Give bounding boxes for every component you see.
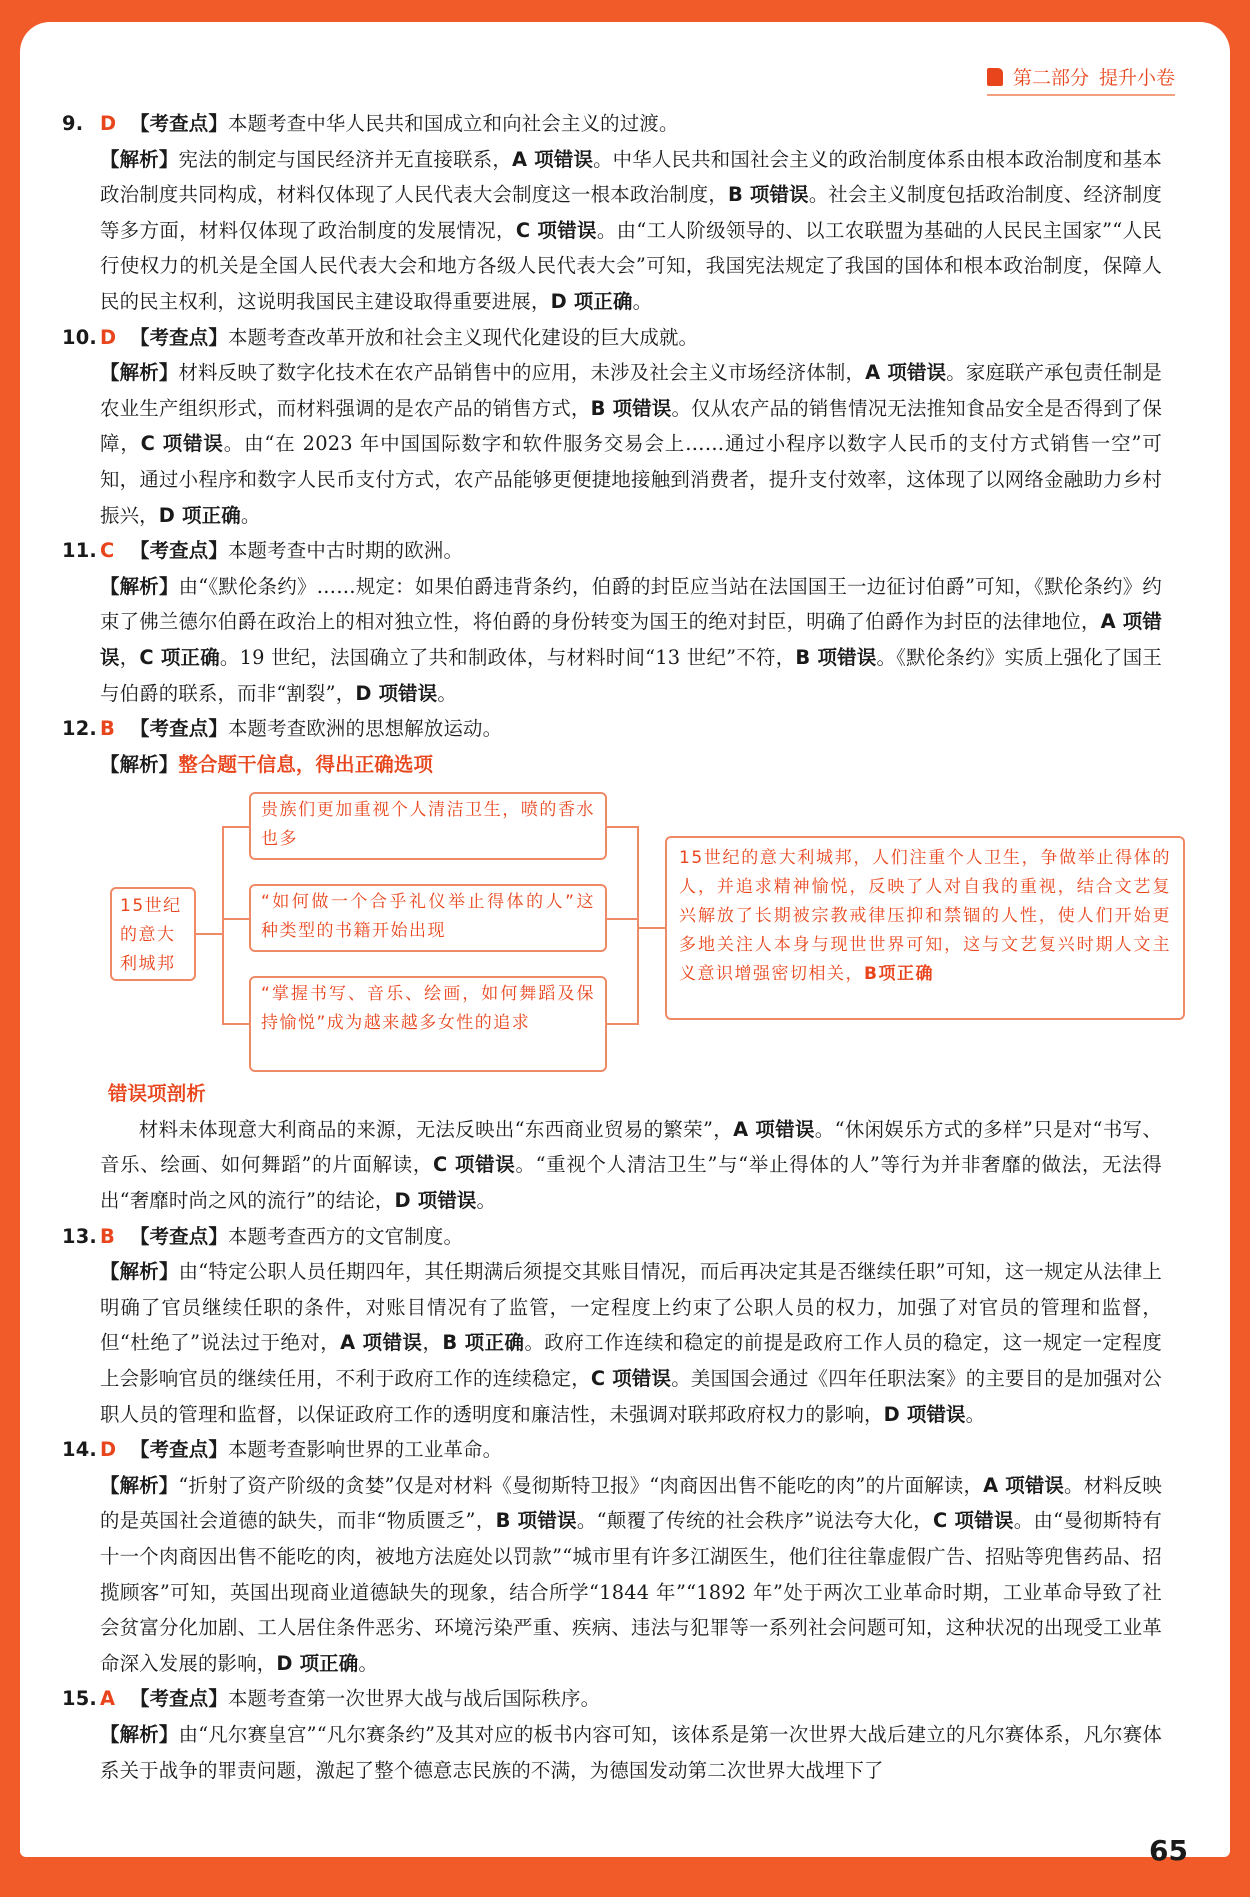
analysis-heading — [100, 747, 1162, 783]
analysis-text: 由“《默伦条约》……规定：如果伯爵违背条约，伯爵的封臣应当站在法国国王一边征讨伯爵”可知，《默伦条约》约束了佛兰德尔伯爵在政治上的相对独立性，将伯爵的身份转变为国王的绝对封臣，明确了伯爵作为封臣的法律地位， — [100, 574, 1162, 634]
analysis-text: 。仅从农产品的销售情况无法推知食品安全是否得到了保障， — [100, 396, 1163, 456]
answer-letter: B — [100, 1224, 115, 1248]
question-number: 10. — [62, 325, 97, 349]
verdict: B 项错误 — [590, 396, 672, 420]
analysis-text: 。社会主义制度包括政治制度、经济制度等多方面，材料仅体现了政治制度的发展情况， — [100, 183, 1163, 242]
point-text: 本题考查影响世界的工业革命。 — [227, 1438, 503, 1462]
analysis-text: 。材料反映的是英国社会道德的缺失，而非“物质匮乏”， — [100, 1473, 1162, 1533]
section-title: 第二部分 — [1012, 67, 1089, 89]
verdict: A 项错误 — [512, 147, 594, 171]
analysis-label: 【解析】 — [100, 1260, 179, 1284]
analysis — [100, 1717, 1162, 1788]
answer-letter: D — [100, 1438, 117, 1462]
book-icon — [987, 68, 1003, 86]
verdict: C 项错误 — [433, 1153, 516, 1177]
reasoning-diagram — [100, 782, 1171, 1034]
answer-content — [62, 106, 1171, 1788]
analysis-text: 材料反映了数字化技术在农产品销售中的应用，未涉及社会主义市场经济体制， — [178, 361, 866, 385]
verdict: A 项错误 — [983, 1473, 1065, 1497]
question-number: 11. — [62, 539, 97, 563]
diagram-evidence-1: 贵族们更加重视个人清洁卫生，喷的香水也多 — [249, 792, 607, 860]
analysis — [100, 1468, 1162, 1682]
analysis-text: 由“凡尔赛皇宫”“凡尔赛条约”及其对应的板书内容可知，该体系是第一次世界大战后建立的凡尔赛体系，凡尔赛体系关于战争的罪责问题，激起了整个德意志民族的不满，为德国发动第二次世界大战埋下了 — [100, 1722, 1162, 1782]
analysis-text: 。政府工作连续和稳定的前提是政府工作人员的稳定，这一规定一定程度上会影响官员的继续任用，不利于政府工作的连续稳定， — [100, 1331, 1162, 1391]
verdict: D 项错误 — [883, 1402, 966, 1426]
diagram-evidence-3: “掌握书写、音乐、绘画，如何舞蹈及保持愉悦”成为越来越多女性的追求 — [249, 976, 607, 1072]
section-header — [987, 63, 1175, 96]
analysis-text: 。美国国会通过《四年任职法案》的主要目的是加强对公职人员的管理和监督，以保证政府工作的透明度和廉洁性，未强调对联邦政府权力的影响， — [100, 1367, 1162, 1426]
subsection-title: 提升小卷 — [1098, 67, 1175, 89]
analysis — [100, 142, 1162, 320]
analysis-label: 【解析】 — [100, 147, 179, 171]
verdict: D 项正确 — [276, 1651, 359, 1675]
question-number: 9. — [62, 112, 84, 135]
analysis-label: 【解析】 — [100, 574, 179, 598]
question-15 — [62, 1681, 1162, 1788]
verdict: B 项错误 — [495, 1509, 577, 1533]
question-10 — [62, 320, 1162, 534]
analysis — [100, 1254, 1162, 1432]
analysis-label: 【解析】 — [100, 752, 179, 776]
point-label: 【考查点】 — [130, 539, 228, 563]
diagram-subject-box: 15世纪的意大利城邦 — [110, 887, 196, 981]
question-number: 15. — [62, 1687, 97, 1711]
analysis — [100, 569, 1162, 711]
point-label: 【考查点】 — [130, 1438, 228, 1462]
verdict: D 项错误 — [355, 681, 438, 705]
conclusion-verdict: B项正确 — [864, 964, 934, 985]
analysis-text: 材料未体现意大利商品的来源，无法反映出“东西商业贸易的繁荣”， — [138, 1117, 734, 1141]
analysis — [100, 355, 1162, 533]
verdict: D 项正确 — [158, 503, 241, 527]
answer-letter: D — [100, 325, 117, 349]
analysis-text: 。由“在 2023 年中国国际数字和软件服务交易会上……通过小程序以数字人民币的支付方式销售一空”可知，通过小程序和数字人民币支付方式，农产品能够更便捷地接触到消费者，提升支付效率，这体现了以网络金融助力乡村振兴， — [100, 432, 1162, 527]
question-11 — [62, 533, 1162, 711]
verdict: C 项错误 — [590, 1367, 672, 1391]
verdict: C 项错误 — [140, 432, 224, 456]
answer-letter: B — [100, 717, 115, 741]
verdict: B 项错误 — [727, 183, 809, 207]
analysis-text: 由“特定公职人员任期四年，其任期满后须提交其账目情况，而后再决定其是否继续任职”可知，这一规定从法律上明确了官员继续任职的条件，对账目情况有了监管，一定程度上约束了公职人员的权力，加强了对官员的管理和监督，但“杜绝了”说法过于绝对， — [100, 1260, 1162, 1355]
analysis-label: 【解析】 — [100, 361, 179, 385]
analysis-text: 。由“工人阶级领导的、以工农联盟为基础的人民民主国家”“人民行使权力的机关是全国人民代表大会和地方各级人民代表大会”可知，我国宪法规定了我国的国体和根本政治制度，保障人民的民主权利，这说明我国民主建设取得重要进展， — [100, 218, 1162, 313]
point-text: 本题考查中华人民共和国成立和向社会主义的过渡。 — [227, 112, 679, 135]
analysis-text: 。 — [437, 681, 457, 705]
analysis-text: 。 — [476, 1189, 497, 1213]
verdict: C 项错误 — [515, 218, 597, 242]
analysis-text: 。 — [965, 1402, 986, 1426]
analysis-text: ， — [119, 645, 140, 669]
analysis-text: 。19 世纪，法国确立了共和制政体，与材料时间“13 世纪”不符， — [219, 645, 796, 669]
analysis-text: 。“休闲娱乐方式的多样”只是对“书写、音乐、绘画、如何舞蹈”的片面解读， — [100, 1117, 1163, 1177]
analysis-text: 。家庭联产承包责任制是农业生产组织形式，而材料强调的是农产品的销售方式， — [100, 361, 1162, 420]
analysis-label: 【解析】 — [100, 1722, 179, 1746]
question-14 — [62, 1432, 1162, 1681]
verdict: B 项错误 — [795, 645, 877, 669]
verdict: A 项错误 — [100, 610, 1162, 669]
analysis-text: 。中华人民共和国社会主义的政治制度体系由根本政治制度和基本政治制度共同构成，材料仅体现了人民代表大会制度这一根本政治制度， — [100, 147, 1162, 207]
analysis-text: ， — [422, 1331, 443, 1355]
page-number: 65 — [1149, 1834, 1188, 1867]
point-label: 【考查点】 — [130, 1224, 228, 1248]
question-9 — [62, 106, 1162, 320]
question-number: 14. — [62, 1438, 97, 1462]
question-number: 12. — [62, 717, 97, 741]
diagram-conclusion-box — [665, 836, 1185, 1020]
point-text: 本题考查第一次世界大战与战后国际秩序。 — [227, 1687, 601, 1711]
diagram-evidence-2: “如何做一个合乎礼仪举止得体的人”这种类型的书籍开始出现 — [249, 884, 607, 952]
error-analysis — [100, 1112, 1162, 1219]
analysis-text: 。 — [358, 1651, 378, 1675]
point-text: 本题考查西方的文官制度。 — [227, 1224, 464, 1248]
verdict: B 项正确 — [442, 1331, 525, 1355]
analysis-subtitle: 整合题干信息，得出正确选项 — [178, 752, 434, 776]
point-label: 【考查点】 — [130, 325, 228, 349]
analysis-label: 【解析】 — [100, 1473, 179, 1497]
analysis-text: “折射了资产阶级的贪婪”仅是对材料《曼彻斯特卫报》“肉商因出售不能吃的肉”的片面解读， — [178, 1473, 984, 1497]
verdict: A 项错误 — [340, 1331, 423, 1355]
point-text: 本题考查中古时期的欧洲。 — [227, 539, 464, 563]
analysis-text: 。“颠覆了传统的社会秩序”说法夸大化， — [576, 1509, 933, 1533]
analysis-text: 宪法的制定与国民经济并无直接联系， — [178, 147, 513, 171]
point-label: 【考查点】 — [130, 1687, 228, 1711]
analysis-text: 。 — [632, 289, 653, 313]
point-label: 【考查点】 — [130, 112, 228, 135]
error-analysis-title: 错误项剖析 — [108, 1082, 206, 1106]
analysis-text: 。由“曼彻斯特有十一个肉商因出售不能吃的肉，被地方法庭处以罚款”“城市里有许多江湖医生，他们往往靠虚假广告、招贴等兜售药品、招揽顾客”可知，英国出现商业道德缺失的现象，结合所学“1844 年”“1892 年”处于两次工业革命时期，工业革命导致了社会贫富分化加剧、工人居住条件恶劣、环境污染严重、疾病、违法与犯罪等一系列社会问题可知，这种状况的出现受工业革命深入发展的影响， — [100, 1509, 1162, 1675]
point-label: 【考查点】 — [130, 717, 228, 741]
answer-letter: C — [100, 539, 115, 563]
verdict: D 项正确 — [550, 289, 633, 313]
point-text: 本题考查改革开放和社会主义现代化建设的巨大成就。 — [227, 325, 699, 349]
verdict: A 项错误 — [865, 361, 947, 385]
conclusion-text: 15世纪的意大利城邦，人们注重个人卫生，争做举止得体的人，并追求精神愉悦，反映了人对自我的重视，结合文艺复兴解放了长期被宗教戒律压抑和禁锢的人性，使人们开始更多地关注人本身与现世世界可知，这与文艺复兴时期人文主义意识增强密切相关， — [679, 848, 1171, 985]
analysis-text: 。《默伦条约》实质上强化了国王与伯爵的联系，而非“割裂”， — [100, 645, 1162, 705]
point-text: 本题考查欧洲的思想解放运动。 — [227, 717, 503, 741]
analysis-text: 。“重视个人清洁卫生”与“举止得体的人”等行为并非奢靡的做法，无法得出“奢靡时尚之风的流行”的结论， — [100, 1153, 1163, 1213]
verdict: D 项错误 — [394, 1189, 477, 1213]
question-13 — [62, 1219, 1162, 1433]
analysis-text: 。 — [240, 503, 261, 527]
verdict: C 项错误 — [932, 1509, 1014, 1533]
answer-letter: A — [100, 1687, 116, 1711]
verdict: C 项正确 — [139, 645, 220, 669]
question-12 — [62, 711, 1171, 1219]
verdict: A 项错误 — [733, 1117, 815, 1141]
question-number: 13. — [62, 1224, 97, 1248]
answer-letter: D — [100, 112, 117, 135]
